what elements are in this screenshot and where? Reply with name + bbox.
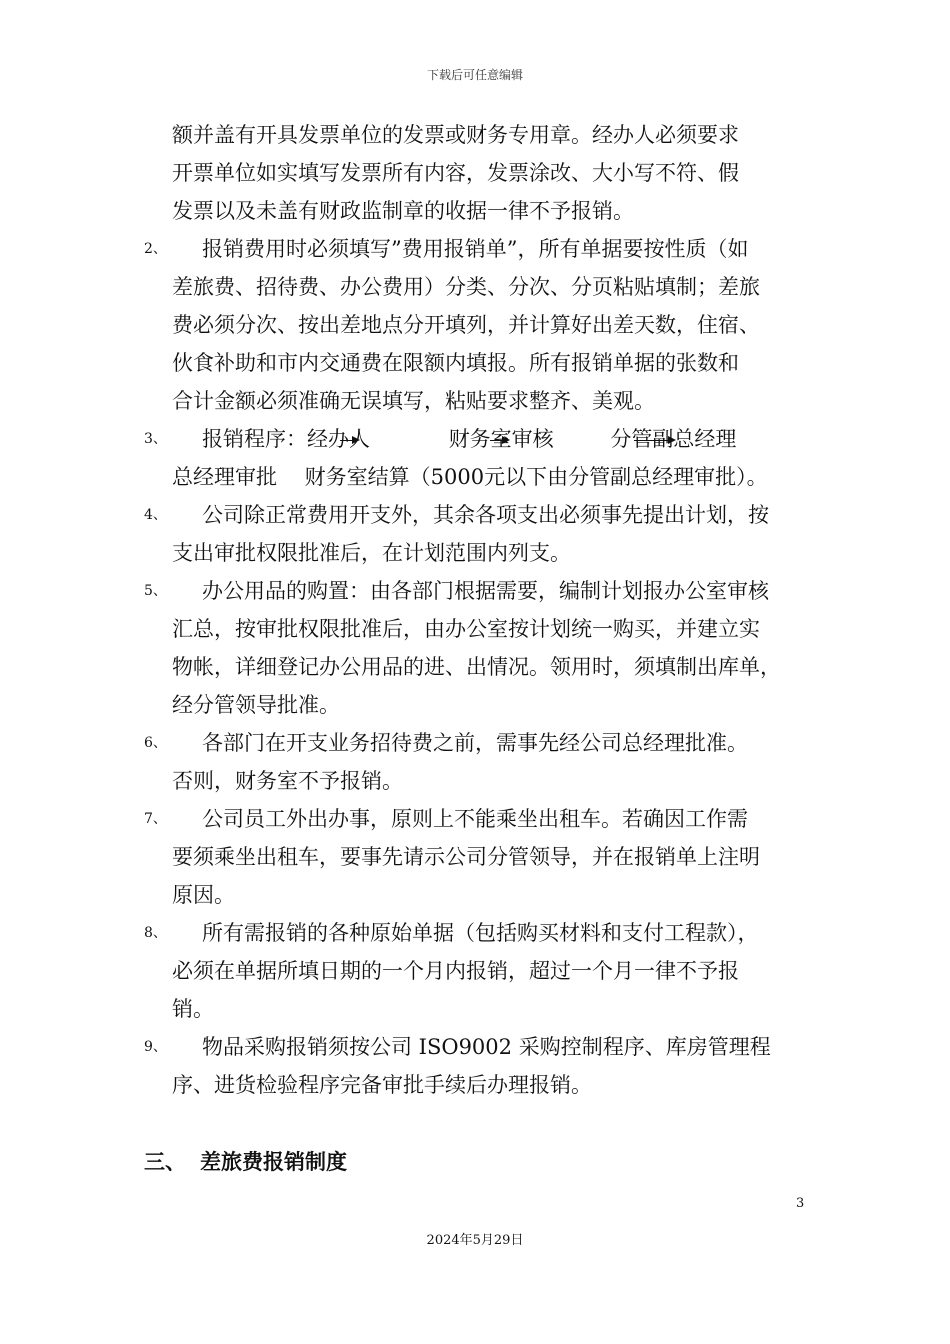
item-line: 支出审批权限批准后，在计划范围内列支。 (172, 541, 571, 565)
header-note: 下载后可任意编辑 (426, 68, 523, 82)
item-number: 3、 (144, 431, 167, 447)
item-line: 必须在单据所填日期的一个月内报销，超过一个月一律不予报 (172, 959, 739, 983)
flow-step-2: 财务室审核 (448, 427, 554, 451)
list-item-9 (0, 1028, 822, 1104)
arrow-right-icon (490, 440, 508, 441)
item-line: 汇总，按审批权限批准后，由办公室按计划统一购买，并建立实 (172, 617, 760, 641)
item-line: 费必须分次、按出差地点分开填列，并计算好出差天数，住宿、 (172, 313, 760, 337)
section-number: 三、 (144, 1150, 186, 1174)
item-line: 报销费用时必须填写”费用报销单”，所有单据要按性质（如 (202, 237, 749, 261)
item-line: 差旅费、招待费、办公费用）分类、分次、分页粘贴填制；差旅 (172, 275, 760, 299)
item-number: 9、 (144, 1039, 167, 1055)
list-item-5 (0, 572, 822, 724)
item-line: 要须乘坐出租车，要事先请示公司分管领导，并在报销单上注明 (172, 845, 760, 869)
item-number: 5、 (144, 583, 167, 599)
section-heading (144, 1146, 347, 1176)
item-line: 办公用品的购置：由各部门根据需要，编制计划报办公室审核 (202, 579, 769, 603)
list-item-3 (0, 420, 822, 496)
item-line: 合计金额必须准确无误填写，粘贴要求整齐、美观。 (172, 389, 655, 413)
item-line: 否则，财务室不予报销。 (172, 769, 403, 793)
intro-line: 开票单位如实填写发票所有内容，发票涂改、大小写不符、假 (172, 161, 739, 185)
item-line: 销。 (172, 997, 214, 1021)
approval-flow (172, 420, 822, 458)
item-line: 公司员工外出办事，原则上不能乘坐出租车。若确因工作需 (202, 807, 748, 831)
intro-paragraph (172, 116, 822, 230)
item-line: 物帐，详细登记办公用品的进、出情况。领用时，须填制出库单， (172, 655, 781, 679)
footer-date: 2024年5月29日 (426, 1233, 524, 1248)
flow-step-3: 分管副总经理 (610, 427, 737, 451)
section-title-text: 差旅费报销制度 (200, 1150, 347, 1174)
flow-label: 报销程序： (202, 427, 307, 451)
list-item-2 (0, 230, 822, 420)
item-number: 6、 (144, 735, 167, 751)
item-line: 公司除正常费用开支外，其余各项支出必须事先提出计划，按 (202, 503, 769, 527)
item-number: 4、 (144, 507, 167, 523)
arrow-right-icon (634, 440, 674, 441)
item-line: 各部门在开支业务招待费之前，需事先经公司总经理批准。 (202, 731, 748, 755)
list-item-8 (0, 914, 822, 1028)
item-number: 2、 (144, 241, 167, 257)
item-line: 经分管领导批准。 (172, 693, 340, 717)
rules-list (0, 230, 950, 1104)
item-line: 总经理审批 财务室结算（5000元以下由分管副总经理审批）。 (172, 465, 768, 489)
item-number: 7、 (144, 811, 167, 827)
flow-step-1: 经办人 (307, 427, 370, 451)
arrow-right-icon (340, 440, 358, 441)
item-line: 序、进货检验程序完备审批手续后办理报销。 (172, 1073, 592, 1097)
list-item-6 (0, 724, 822, 800)
item-line: 原因。 (172, 883, 235, 907)
item-line: 物品采购报销须按公司 ISO9002 采购控制程序、库房管理程 (202, 1035, 771, 1059)
item-line: 伙食补助和市内交通费在限额内填报。所有报销单据的张数和 (172, 351, 739, 375)
intro-line: 发票以及未盖有财政监制章的收据一律不予报销。 (172, 199, 634, 223)
intro-line: 额并盖有开具发票单位的发票或财务专用章。经办人必须要求 (172, 123, 739, 147)
list-item-4 (0, 496, 822, 572)
item-line: 所有需报销的各种原始单据（包括购买材料和支付工程款）， (202, 921, 759, 945)
item-number: 8、 (144, 925, 167, 941)
page-number: 3 (796, 1196, 805, 1211)
list-item-7 (0, 800, 822, 914)
